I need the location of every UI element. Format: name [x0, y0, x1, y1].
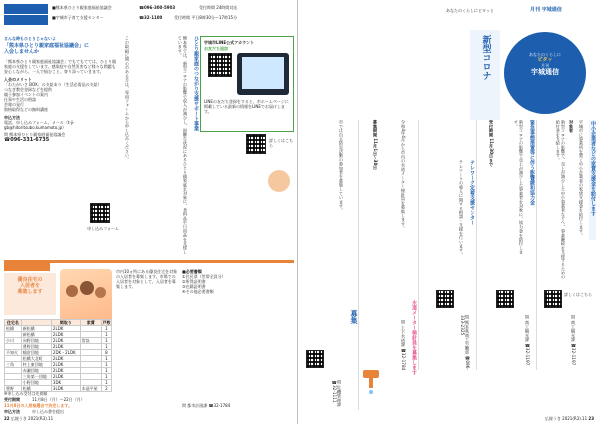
table-cell: 小野団地	[21, 380, 51, 386]
circle-line-3: 月刊	[541, 63, 549, 68]
col-rent-support	[536, 120, 596, 370]
water-drop-icon	[369, 390, 373, 394]
merit-heading: 入会のメリット	[4, 77, 32, 82]
covid-tag	[4, 4, 48, 14]
col1-target: 新型コロナの影響で、売上が減少した中小事業者などへ、事業継続を支援するための給付金を支給します。	[555, 120, 566, 280]
table-cell: 木造平屋	[80, 386, 101, 392]
housing-badge	[4, 263, 50, 271]
col-relief-fund	[476, 120, 534, 370]
col5-heading: 募集	[350, 310, 358, 324]
corona-title-box	[470, 30, 500, 120]
col1-qr-caption[interactable]: 詳しくはこちら	[564, 292, 592, 297]
recruit-panel	[4, 36, 118, 258]
col1-lead: 宇城市に事業所を置く中小企業者の家賃支援金を給付します。	[579, 120, 584, 238]
line-qr-code[interactable]	[208, 53, 232, 77]
uki-tsushin-circle	[504, 32, 586, 114]
line-subtitle: お友だち追加	[204, 46, 228, 51]
recruit-qr-code[interactable]	[90, 203, 110, 223]
table-cell: 2LDK	[51, 374, 80, 380]
period-text: 11月8日（月）〜22日（月）	[32, 397, 85, 402]
col4-period: 募集期間 11月1日〜30日	[373, 120, 378, 170]
col5-qr-code[interactable]	[306, 350, 324, 368]
col-telework	[418, 120, 474, 370]
table-cell: 三角第一団地	[21, 374, 51, 380]
merit-item: 会報の発行	[4, 102, 24, 107]
table-header-cell: 戸数	[102, 320, 111, 325]
table-cell: 稲倉団地	[21, 350, 51, 356]
housing-title-bot: 募集します	[17, 289, 43, 295]
header-strip	[4, 4, 294, 31]
period-note: 11月8日の入居抽選会で決定します。	[4, 403, 73, 408]
table-cell: 豊野団地	[21, 344, 51, 350]
recruit-qr-label[interactable]: 申し込みフォーム	[87, 226, 119, 231]
table-cell: 不知火	[5, 350, 22, 356]
table-cell: 2LDK	[51, 344, 80, 350]
req-item: ②所得証明書	[182, 279, 206, 284]
req-item: ④その他必要書類	[182, 289, 214, 294]
line-promo	[200, 36, 294, 132]
family-photo	[60, 269, 112, 323]
table-cell: 2	[101, 386, 111, 392]
header-hours: 受付時間 24時間対応	[199, 5, 238, 10]
merit-item: 資格取得などの無料講座	[4, 107, 48, 112]
table-cell: 1	[101, 374, 111, 380]
table-cell: 2LDK	[51, 368, 80, 374]
faucet-spout	[369, 378, 373, 388]
col2-text: 新型コロナの影響で売上が減少した事業者を対象に、協力金を給付します。	[513, 120, 524, 255]
merit-item: 「わたがいさ BOX」の支給あり（生活必需品の支給）	[4, 82, 102, 87]
right-footer-text: 広報うき 2021(R3).11	[544, 416, 588, 421]
housing-title-box	[4, 273, 56, 315]
faucet-illustration	[363, 370, 383, 400]
col3-qr-code[interactable]	[436, 290, 454, 308]
table-cell: 松橋	[21, 386, 51, 392]
merit-item: つなぎ教会登録などを提供	[4, 87, 52, 92]
table-header-cell: 家賃	[80, 320, 101, 326]
table-cell: 村上東団地	[21, 362, 51, 368]
table-cell: 小川	[5, 338, 22, 344]
table-cell: 赤瀬団地	[21, 368, 51, 374]
col2-heading: 緊急事態措置等に伴う影響緩和協力金	[529, 120, 535, 205]
housing-note: ※申し込み受付は先着順	[4, 391, 48, 396]
table-cell: 8	[101, 350, 111, 356]
phone-screen	[242, 57, 284, 89]
left-page-number: 22	[4, 416, 10, 421]
vertical-article	[120, 36, 198, 258]
table-cell: 2LDK	[51, 356, 80, 362]
phone-illustration	[237, 53, 289, 95]
col1-target-heading: 対象者	[569, 120, 574, 133]
col3-contact: 問 熊本県商工労働部 ☎096-333-2325	[459, 315, 470, 370]
housing-reqs	[182, 269, 292, 294]
line-link-label[interactable]: 詳しくはこちら	[269, 138, 293, 148]
table-header-cell: 間取り	[51, 320, 80, 326]
table-cell: 2LDK	[51, 362, 80, 368]
table-cell: 1	[101, 326, 111, 332]
col2-qr-code[interactable]	[496, 290, 514, 308]
reqs-heading: ■必要書類	[182, 269, 202, 274]
vertical-article-text-2: この取組に関心のある方は、専用フォームから申し込みください。	[125, 36, 130, 162]
recruit-contact-tel: ☎096-331-6735	[4, 137, 50, 143]
right-page	[300, 0, 600, 424]
table-cell: 松橋大北町	[21, 356, 51, 362]
line-link-qr-code[interactable]	[246, 134, 266, 154]
table-cell: 3DK	[51, 380, 80, 386]
housing-contact: 問 都市計画課 ☎32-1784	[182, 403, 231, 408]
table-header-cell: 住宅名	[5, 320, 22, 326]
housing-apply-heading: 申込方法	[4, 409, 20, 414]
col1-qr-code[interactable]	[544, 290, 562, 308]
measure-tag-label: 感染症対策	[6, 26, 26, 31]
recruit-intro: さんな時もひとりじゃないよ	[4, 36, 56, 41]
merit-item: 親子参加イベントの案内	[4, 92, 48, 97]
table-cell: 2DK・2LDK	[51, 350, 80, 356]
table-cell: 2LDK	[51, 338, 80, 344]
merit-item: 仕事や生活の相談	[4, 97, 36, 102]
apply-heading: 申込方法	[4, 115, 20, 120]
vertical-article-text-1: 熊本県では、新型コロナの影響で収入が減少し、困難な状況にあるひとり親家庭を対象に、食料品や日用品を支援しています。	[177, 36, 188, 254]
right-footer	[545, 416, 594, 421]
recruit-contact: 問 熊本県ひとり親家庭福祉協議会	[4, 132, 66, 137]
table-cell: 豊野	[5, 386, 22, 392]
col1-heading: 中小企業者などの家賃支援金を給付します	[589, 120, 596, 240]
recruit-title-1: 「熊本県ひとり親家庭福祉協議会」に	[4, 43, 90, 49]
left-footer	[4, 416, 53, 421]
table-cell: 常設	[80, 338, 101, 344]
vertical-article-heading: ひとり親家庭のつながり支援サポート事業	[193, 36, 199, 131]
col3-heading: テレワーク定着支援センター	[469, 160, 475, 225]
masthead-lead: あなたのくらしにピタッと	[446, 8, 494, 13]
col4-text: 令和4年4月から市内の水道メーター検針員を募集します。	[401, 120, 406, 231]
family-head	[80, 281, 94, 295]
line-title: 宇城市LINE公式アカウント	[204, 40, 255, 45]
table-cell: 新松橋	[21, 326, 51, 332]
circle-line-4: 宇城通信	[531, 68, 559, 76]
col2-contact: 問 商工観光課 ☎32-1197	[525, 315, 530, 366]
col2-period: 受付期間 11月30日まで	[489, 120, 494, 167]
recruit-body: 「熊本県ひとり親家庭福祉協議会」でもてもてては、ひとり親家庭の支援をしています。感染症や自然災害など様々な問題も安心しながら、一人で悩むこと、寄り添っていきます。	[4, 59, 116, 74]
col-water-meter	[358, 120, 416, 410]
housing-title-mid: 入居者を	[19, 283, 40, 289]
circle-line-1: あなたのくらしに	[529, 52, 561, 57]
table-cell: 1	[101, 368, 111, 374]
col3-text: テレワークの導入に関する相談・支援を行います。	[459, 160, 464, 257]
housing-title-top: 優良住宅の	[17, 277, 43, 283]
table-cell: 1	[101, 344, 111, 350]
line-desc: LINEの友だち登録をすると、市ホームページに掲載している最新の情報をLINEでお届けします。	[204, 99, 289, 114]
header-sub-office: ■宇城市子育て支援センター	[52, 15, 104, 20]
table-cell: 2LDK	[51, 326, 80, 332]
family-head	[66, 285, 78, 297]
table-cell: 2LDK	[51, 332, 80, 338]
table-cell: 3LDK	[51, 386, 80, 392]
header-office: ■熊本県ひとり親家庭福祉協議会	[52, 5, 112, 10]
header-sub-tel: ☎32-1100	[139, 15, 163, 20]
housing-table-body	[5, 326, 112, 392]
req-item: ③在籍証明書	[182, 284, 206, 289]
col-recruit	[302, 120, 356, 410]
table-cell: 1	[101, 380, 111, 386]
corona-title: 新型コロナ	[480, 35, 491, 80]
col4-heading: 水道メーター検針員を募集します	[411, 300, 417, 375]
apply-text: 電話、申し込みフォーム、メール（t-ji-gb@hitoritsubo.kumamoto.jp）	[4, 120, 75, 130]
left-footer-text: 広報うき 2021(R3).11	[10, 416, 54, 421]
table-cell: 1	[101, 332, 111, 338]
housing-intro: 市内10ヵ所にある優良住宅を対象の入居者を募集します。市場での入居者を対象として、入居者を募集します。	[116, 269, 178, 289]
period-heading: 受付期間	[4, 397, 20, 402]
header-sub-hours: 受付時間 平日8時30分〜17時15分	[174, 15, 238, 20]
req-item: ①住民票（世帯全員分）	[182, 274, 226, 279]
family-head	[95, 287, 106, 298]
table-cell: 1	[101, 362, 111, 368]
housing-section	[4, 260, 294, 414]
recruit-title-2: 入会しませんか	[4, 49, 40, 55]
table-cell: 松橋	[5, 326, 22, 332]
col5-text: 市では自主防災活動の参加者を募集しています。	[339, 120, 344, 213]
table-cell: 向野団地	[21, 338, 51, 344]
faucet-head	[363, 370, 379, 378]
header-tel: ☎096-300-5903	[139, 5, 176, 10]
housing-apply-text: 申し込み書を提出	[32, 409, 64, 414]
left-page	[0, 0, 298, 424]
col1-contact: 問 商工観光課 ☎32-1197	[571, 315, 576, 366]
circle-line-2: ピタッ	[537, 57, 553, 63]
masthead-brand: 月刊 宇城通信	[530, 7, 562, 13]
table-cell: 1	[101, 356, 111, 362]
qr-mascot	[268, 170, 290, 192]
col5-contact: 問 危機管理課 ☎32-1111	[331, 380, 342, 407]
measure-tag	[4, 15, 48, 31]
housing-table	[4, 319, 112, 392]
col4-contact: 問 上下水道課 ☎32-1784	[401, 320, 406, 371]
table-cell: 新松橋	[21, 332, 51, 338]
right-page-number: 23	[588, 416, 594, 421]
table-cell: 1	[101, 338, 111, 344]
table-cell: 三角	[5, 362, 22, 368]
